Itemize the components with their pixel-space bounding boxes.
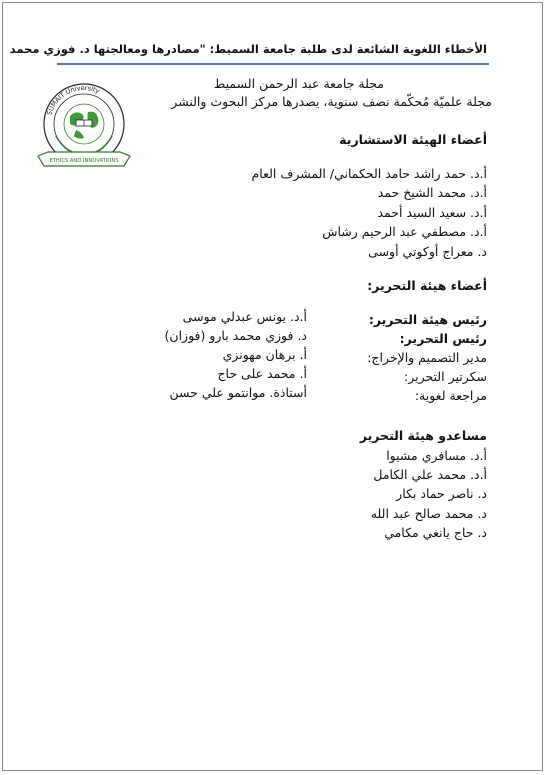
role-label: مراجعة لغوية:: [414, 388, 487, 403]
list-item: أ.د. مصطفي عبد الرحيم رشاش: [322, 224, 487, 239]
role-name: أ. برهان مهونزي: [222, 347, 307, 362]
running-header: الأخطاء اللغوية الشائعة لدى طلبة جامعة السميط: "مصادرها ومعالجتها د. فوزي محمد: [9, 42, 487, 56]
list-item: أ.د. محمد علي الكامل: [373, 467, 487, 482]
list-item: أ.د. حمد راشد حامد الحكماني/ المشرف العام: [251, 166, 487, 181]
assistants-title: مساعدو هيئة التحرير: [359, 428, 487, 443]
list-item: أ.د. محمد الشيخ حمد: [377, 185, 487, 200]
role-label: رئيس التحرير:: [399, 331, 487, 346]
header-rule: [57, 63, 489, 65]
role-name: د. فوزي محمد بارو (فوزان): [164, 328, 307, 343]
university-logo: [30, 72, 138, 180]
list-item: د. ناصر حماد بكار: [396, 486, 487, 501]
list-item: أ.د. مسافري مشيوا: [386, 448, 487, 463]
role-label: رئيس هيئة التحرير:: [368, 312, 487, 327]
journal-name: مجلة جامعة عبد الرحمن السميط: [213, 76, 384, 91]
list-item: أ.د. سعيد السيد أحمد: [377, 205, 487, 220]
logo-top-text: SUMAIT University: [45, 83, 101, 117]
list-item: د. حاج يانغي مكامي: [384, 525, 487, 540]
role-name: أستاذة. موانتمو علي حسن: [169, 385, 307, 400]
journal-description: مجلة علميّة مُحكّمة نصف سنوية، يصدرها مركز البحوث والنشر: [171, 94, 492, 109]
list-item: د. معراج أوكوتي أوسى: [368, 244, 487, 259]
list-item: د. محمد صالح عبد الله: [370, 506, 487, 521]
role-label: سكرتير التحرير:: [403, 369, 487, 384]
logo-ribbon-text: ETHICS AND INNOVATIONS: [49, 158, 119, 164]
editorial-title: أعضاء هيئة التحرير:: [367, 278, 487, 293]
role-label: مدير التصميم والإخراج:: [367, 350, 487, 365]
role-name: أ. محمد على حاج: [217, 366, 307, 381]
advisory-title: أعضاء الهيئة الاستشارية: [339, 132, 487, 147]
role-name: أ.د. يونس عبدلي موسى: [182, 309, 307, 324]
